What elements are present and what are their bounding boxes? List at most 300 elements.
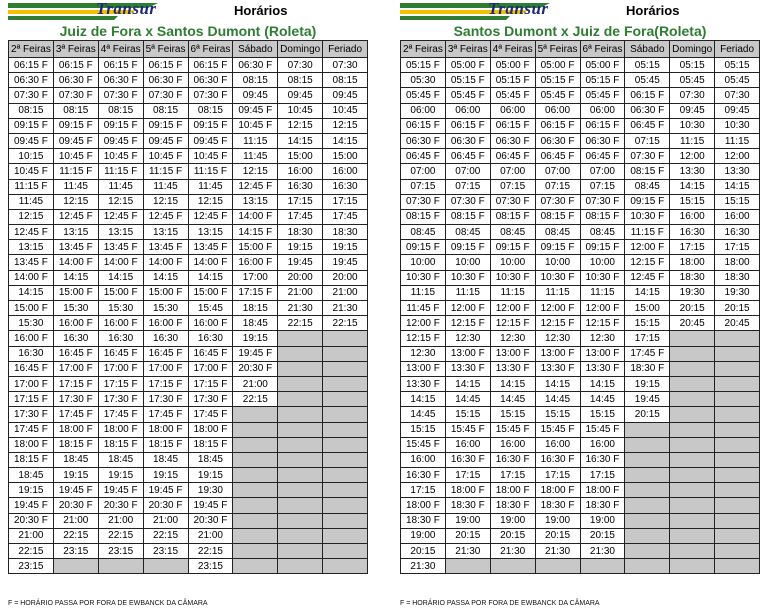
time-cell: 08:45: [445, 225, 490, 240]
time-cell: 16:00: [535, 437, 580, 452]
empty-cell: [715, 422, 760, 437]
blank-cell: [98, 574, 143, 589]
time-cell: 15:15: [401, 422, 446, 437]
time-cell: 16:45 F: [143, 346, 188, 361]
time-cell: 08:45: [625, 179, 670, 194]
table-row: [401, 149, 760, 164]
time-cell: 05:15 F: [445, 73, 490, 88]
time-cell: 20:15: [580, 528, 625, 543]
time-cell: 13:45 F: [9, 255, 54, 270]
table-row: [9, 513, 368, 528]
empty-cell: [323, 513, 368, 528]
time-cell: 16:00 F: [143, 316, 188, 331]
empty-cell: [715, 498, 760, 513]
column-header: 4ª Feiras: [490, 41, 535, 58]
brand-name: Transur: [488, 0, 549, 18]
time-cell: 14:15: [9, 285, 54, 300]
empty-cell: [670, 528, 715, 543]
empty-cell: [625, 483, 670, 498]
time-cell: 12:30: [580, 331, 625, 346]
empty-cell: [53, 559, 98, 574]
time-cell: 17:15: [670, 240, 715, 255]
empty-cell: [715, 468, 760, 483]
time-cell: 06:30 F: [233, 58, 278, 73]
time-cell: 12:15: [323, 118, 368, 133]
blank-cell: [9, 574, 54, 589]
table-row: [401, 574, 760, 589]
time-cell: 08:15: [323, 73, 368, 88]
time-cell: 18:45: [143, 452, 188, 467]
time-cell: 16:45 F: [9, 361, 54, 376]
time-cell: 16:00: [580, 437, 625, 452]
time-cell: 17:15: [323, 194, 368, 209]
time-cell: 18:15 F: [188, 437, 233, 452]
empty-cell: [278, 331, 323, 346]
empty-cell: [625, 528, 670, 543]
time-cell: 07:15: [535, 179, 580, 194]
time-cell: 09:15 F: [9, 118, 54, 133]
empty-cell: [278, 452, 323, 467]
time-cell: 18:00: [715, 255, 760, 270]
time-cell: 20:30 F: [143, 498, 188, 513]
time-cell: 06:15 F: [625, 88, 670, 103]
time-cell: 12:15 F: [580, 316, 625, 331]
empty-cell: [323, 468, 368, 483]
time-cell: 19:30: [188, 483, 233, 498]
time-cell: 14:15: [445, 376, 490, 391]
time-cell: 06:15 F: [401, 118, 446, 133]
column-header: 5ª Feiras: [535, 41, 580, 58]
time-cell: 06:45 F: [401, 149, 446, 164]
empty-cell: [278, 376, 323, 391]
time-cell: 05:45: [625, 73, 670, 88]
time-cell: 15:15: [670, 194, 715, 209]
time-cell: 12:00 F: [625, 240, 670, 255]
time-cell: 11:45: [188, 179, 233, 194]
time-cell: 20:15: [625, 407, 670, 422]
time-cell: 19:45 F: [188, 498, 233, 513]
time-cell: 14:00 F: [188, 255, 233, 270]
time-cell: 18:45: [98, 452, 143, 467]
time-cell: 16:00: [670, 209, 715, 224]
time-cell: 12:00 F: [445, 301, 490, 316]
time-cell: 15:45 F: [580, 422, 625, 437]
empty-cell: [233, 407, 278, 422]
time-cell: 15:00: [625, 301, 670, 316]
empty-cell: [445, 559, 490, 574]
time-cell: 05:15 F: [580, 73, 625, 88]
time-cell: 10:00: [445, 255, 490, 270]
time-cell: 14:15: [535, 376, 580, 391]
empty-cell: [670, 559, 715, 574]
time-cell: 21:30: [278, 301, 323, 316]
time-cell: 10:30: [670, 118, 715, 133]
time-cell: 10:45 F: [233, 118, 278, 133]
time-cell: 08:45: [580, 225, 625, 240]
time-cell: 09:45: [670, 103, 715, 118]
time-cell: 11:45: [98, 179, 143, 194]
time-cell: 06:15 F: [53, 58, 98, 73]
empty-cell: [278, 468, 323, 483]
time-cell: 21:30: [580, 544, 625, 559]
empty-cell: [625, 452, 670, 467]
time-cell: 10:45 F: [9, 164, 54, 179]
time-cell: 13:00 F: [401, 361, 446, 376]
time-cell: 06:30 F: [535, 133, 580, 148]
table-row: [9, 574, 368, 589]
time-cell: 09:15 F: [580, 240, 625, 255]
time-cell: 15:15: [445, 407, 490, 422]
table-row: [9, 346, 368, 361]
time-cell: 07:30 F: [143, 88, 188, 103]
time-cell: 08:15: [53, 103, 98, 118]
time-cell: 06:00: [535, 103, 580, 118]
time-cell: 12:15: [278, 118, 323, 133]
empty-cell: [278, 361, 323, 376]
time-cell: 06:30 F: [188, 73, 233, 88]
column-header: Sábado: [233, 41, 278, 58]
table-row: [401, 513, 760, 528]
time-cell: 12:30: [490, 331, 535, 346]
time-cell: 17:15 F: [233, 285, 278, 300]
column-header: Domingo: [670, 41, 715, 58]
time-cell: 09:45: [278, 88, 323, 103]
time-cell: 08:15 F: [580, 209, 625, 224]
time-cell: 16:00: [445, 437, 490, 452]
time-cell: 18:00 F: [98, 422, 143, 437]
time-cell: 06:45 F: [535, 149, 580, 164]
time-cell: 17:15: [625, 331, 670, 346]
time-cell: 07:30 F: [580, 194, 625, 209]
time-cell: 15:30: [143, 301, 188, 316]
time-cell: 13:15: [98, 225, 143, 240]
empty-cell: [323, 528, 368, 543]
time-cell: 17:15: [715, 240, 760, 255]
table-row: [401, 88, 760, 103]
table-row: [9, 422, 368, 437]
time-cell: 22:15: [323, 316, 368, 331]
time-cell: 10:00: [580, 255, 625, 270]
time-cell: 17:00 F: [143, 361, 188, 376]
table-row: [401, 285, 760, 300]
time-cell: 18:15 F: [143, 437, 188, 452]
time-cell: 09:45 F: [98, 133, 143, 148]
time-cell: 13:45 F: [188, 240, 233, 255]
table-row: [9, 209, 368, 224]
time-cell: 16:30: [670, 225, 715, 240]
empty-cell: [670, 422, 715, 437]
empty-cell: [323, 559, 368, 574]
time-cell: 19:45: [278, 255, 323, 270]
time-cell: 20:00: [323, 270, 368, 285]
empty-cell: [278, 392, 323, 407]
time-cell: 19:15: [53, 468, 98, 483]
time-cell: 08:45: [401, 225, 446, 240]
table-row: [401, 407, 760, 422]
time-cell: 05:45 F: [445, 88, 490, 103]
table-row: [9, 118, 368, 133]
time-cell: 12:45 F: [143, 209, 188, 224]
time-cell: 06:15 F: [188, 58, 233, 73]
table-row: [9, 452, 368, 467]
table-row: [401, 179, 760, 194]
table-row: [9, 468, 368, 483]
time-cell: 12:45 F: [625, 270, 670, 285]
time-cell: 19:00: [535, 513, 580, 528]
empty-cell: [323, 361, 368, 376]
table-row: [401, 255, 760, 270]
time-cell: 07:30 F: [535, 194, 580, 209]
column-header: 4ª Feiras: [98, 41, 143, 58]
time-cell: 14:15: [188, 270, 233, 285]
time-cell: 13:00 F: [445, 346, 490, 361]
time-cell: 18:00 F: [490, 483, 535, 498]
time-cell: 06:15 F: [535, 118, 580, 133]
column-header: Feriado: [323, 41, 368, 58]
time-cell: 15:00 F: [53, 285, 98, 300]
empty-cell: [233, 528, 278, 543]
time-cell: 18:30 F: [580, 498, 625, 513]
time-cell: 18:00 F: [401, 498, 446, 513]
time-cell: 09:45 F: [9, 133, 54, 148]
time-cell: 10:45 F: [143, 149, 188, 164]
table-row: [9, 103, 368, 118]
time-cell: 11:15: [445, 285, 490, 300]
time-cell: 17:30 F: [143, 392, 188, 407]
table-row: [401, 498, 760, 513]
time-cell: 13:30 F: [401, 376, 446, 391]
time-cell: 18:15 F: [98, 437, 143, 452]
time-cell: 20:30 F: [98, 498, 143, 513]
table-row: [9, 437, 368, 452]
time-cell: 16:30 F: [535, 452, 580, 467]
time-cell: 18:00 F: [188, 422, 233, 437]
table-row: [401, 346, 760, 361]
time-cell: 19:45 F: [53, 483, 98, 498]
time-cell: 06:30 F: [580, 133, 625, 148]
table-row: [9, 194, 368, 209]
column-header: Domingo: [278, 41, 323, 58]
empty-cell: [233, 468, 278, 483]
time-cell: 18:30: [323, 225, 368, 240]
time-cell: 07:00: [445, 164, 490, 179]
time-cell: 07:00: [535, 164, 580, 179]
time-cell: 05:15: [670, 58, 715, 73]
time-cell: 07:30: [670, 88, 715, 103]
time-cell: 22:15: [9, 544, 54, 559]
time-cell: 10:30 F: [535, 270, 580, 285]
time-cell: 09:45: [715, 103, 760, 118]
empty-cell: [670, 468, 715, 483]
time-cell: 17:00: [233, 270, 278, 285]
time-cell: 13:45 F: [98, 240, 143, 255]
table-row: [401, 544, 760, 559]
time-cell: 20:15: [445, 528, 490, 543]
empty-cell: [323, 544, 368, 559]
time-cell: 20:30 F: [9, 513, 54, 528]
time-cell: 14:15: [715, 179, 760, 194]
empty-cell: [490, 559, 535, 574]
time-cell: 16:30 F: [401, 468, 446, 483]
time-cell: 11:15 F: [53, 164, 98, 179]
time-cell: 05:45 F: [535, 88, 580, 103]
empty-cell: [233, 498, 278, 513]
time-cell: 09:45: [233, 88, 278, 103]
time-cell: 06:45 F: [490, 149, 535, 164]
time-cell: 10:00: [490, 255, 535, 270]
time-cell: 11:15: [401, 285, 446, 300]
time-cell: 06:30 F: [445, 133, 490, 148]
time-cell: 23:15: [98, 544, 143, 559]
table-row: [401, 225, 760, 240]
empty-cell: [625, 437, 670, 452]
time-cell: 19:45 F: [9, 498, 54, 513]
table-row: [401, 452, 760, 467]
time-cell: 21:00: [98, 513, 143, 528]
time-cell: 11:45: [233, 149, 278, 164]
empty-cell: [715, 544, 760, 559]
time-cell: 17:00 F: [188, 361, 233, 376]
time-cell: 21:00: [323, 285, 368, 300]
time-cell: 21:30: [401, 559, 446, 574]
time-cell: 13:30 F: [535, 361, 580, 376]
table-row: [9, 179, 368, 194]
time-cell: 06:00: [580, 103, 625, 118]
time-cell: 13:15: [233, 194, 278, 209]
time-cell: 16:30: [9, 346, 54, 361]
blank-cell: [323, 574, 368, 589]
empty-cell: [625, 544, 670, 559]
time-cell: 14:15: [490, 376, 535, 391]
time-cell: 07:15: [490, 179, 535, 194]
time-cell: 15:00 F: [9, 301, 54, 316]
time-cell: 17:15: [445, 468, 490, 483]
time-cell: 09:45 F: [188, 133, 233, 148]
time-cell: 17:15 F: [9, 392, 54, 407]
empty-cell: [625, 468, 670, 483]
table-row: [9, 498, 368, 513]
column-header: 3ª Feiras: [53, 41, 98, 58]
time-cell: 21:00: [53, 513, 98, 528]
time-cell: 06:30 F: [401, 133, 446, 148]
blank-cell: [490, 574, 535, 589]
time-cell: 12:15 F: [445, 316, 490, 331]
time-cell: 19:45 F: [143, 483, 188, 498]
time-cell: 09:15 F: [535, 240, 580, 255]
time-cell: 11:45 F: [401, 301, 446, 316]
time-cell: 16:30 F: [580, 452, 625, 467]
time-cell: 19:00: [401, 528, 446, 543]
time-cell: 16:00 F: [53, 316, 98, 331]
time-cell: 22:15: [53, 528, 98, 543]
time-cell: 20:00: [278, 270, 323, 285]
time-cell: 19:15: [278, 240, 323, 255]
time-cell: 14:15: [580, 376, 625, 391]
time-cell: 19:45 F: [233, 346, 278, 361]
time-cell: 11:15: [580, 285, 625, 300]
time-cell: 11:45: [143, 179, 188, 194]
time-cell: 13:15: [9, 240, 54, 255]
time-cell: 07:00: [580, 164, 625, 179]
time-cell: 11:15: [535, 285, 580, 300]
schedule-table: [400, 40, 760, 589]
time-cell: 08:15 F: [535, 209, 580, 224]
time-cell: 17:45 F: [625, 346, 670, 361]
time-cell: 16:30: [143, 331, 188, 346]
blank-cell: [143, 574, 188, 589]
time-cell: 12:00 F: [535, 301, 580, 316]
time-cell: 05:15 F: [490, 73, 535, 88]
time-cell: 21:30: [535, 544, 580, 559]
time-cell: 07:30 F: [445, 194, 490, 209]
empty-cell: [715, 437, 760, 452]
time-cell: 10:00: [401, 255, 446, 270]
time-cell: 21:00: [233, 376, 278, 391]
time-cell: 20:15: [535, 528, 580, 543]
time-cell: 12:15: [188, 194, 233, 209]
empty-cell: [233, 544, 278, 559]
time-cell: 18:00 F: [9, 437, 54, 452]
empty-cell: [323, 346, 368, 361]
column-header: 6ª Feiras: [188, 41, 233, 58]
empty-cell: [278, 437, 323, 452]
blank-cell: [233, 574, 278, 589]
time-cell: 12:15: [143, 194, 188, 209]
time-cell: 14:00 F: [233, 209, 278, 224]
time-cell: 12:00 F: [401, 316, 446, 331]
time-cell: 21:00: [278, 285, 323, 300]
time-cell: 08:45: [535, 225, 580, 240]
time-cell: 19:45 F: [98, 483, 143, 498]
time-cell: 10:30: [715, 118, 760, 133]
time-cell: 17:00 F: [98, 361, 143, 376]
blank-cell: [188, 574, 233, 589]
table-row: [401, 118, 760, 133]
table-row: [401, 240, 760, 255]
table-row: [401, 468, 760, 483]
time-cell: 18:00 F: [445, 483, 490, 498]
time-cell: 10:30 F: [401, 270, 446, 285]
table-row: [9, 528, 368, 543]
time-cell: 14:15: [53, 270, 98, 285]
time-cell: 18:30 F: [445, 498, 490, 513]
table-row: [9, 559, 368, 574]
time-cell: 19:15: [98, 468, 143, 483]
time-cell: 14:15: [278, 133, 323, 148]
time-cell: 10:30 F: [580, 270, 625, 285]
time-cell: 15:30: [53, 301, 98, 316]
empty-cell: [323, 407, 368, 422]
time-cell: 12:30: [445, 331, 490, 346]
time-cell: 08:15 F: [625, 164, 670, 179]
time-cell: 13:00 F: [580, 346, 625, 361]
time-cell: 23:15: [9, 559, 54, 574]
time-cell: 12:00 F: [580, 301, 625, 316]
time-cell: 08:15 F: [445, 209, 490, 224]
time-cell: 11:15 F: [143, 164, 188, 179]
empty-cell: [278, 407, 323, 422]
time-cell: 11:45: [9, 194, 54, 209]
time-cell: 16:30: [188, 331, 233, 346]
footnote: F = HORÁRIO PASSA POR FORA DE EWBANCK DA CÂMARA: [400, 600, 600, 607]
time-cell: 05:00 F: [535, 58, 580, 73]
time-cell: 17:15: [535, 468, 580, 483]
table-row: [401, 133, 760, 148]
time-cell: 09:45 F: [53, 133, 98, 148]
time-cell: 12:45 F: [53, 209, 98, 224]
time-cell: 09:15 F: [445, 240, 490, 255]
time-cell: 18:15 F: [53, 437, 98, 452]
